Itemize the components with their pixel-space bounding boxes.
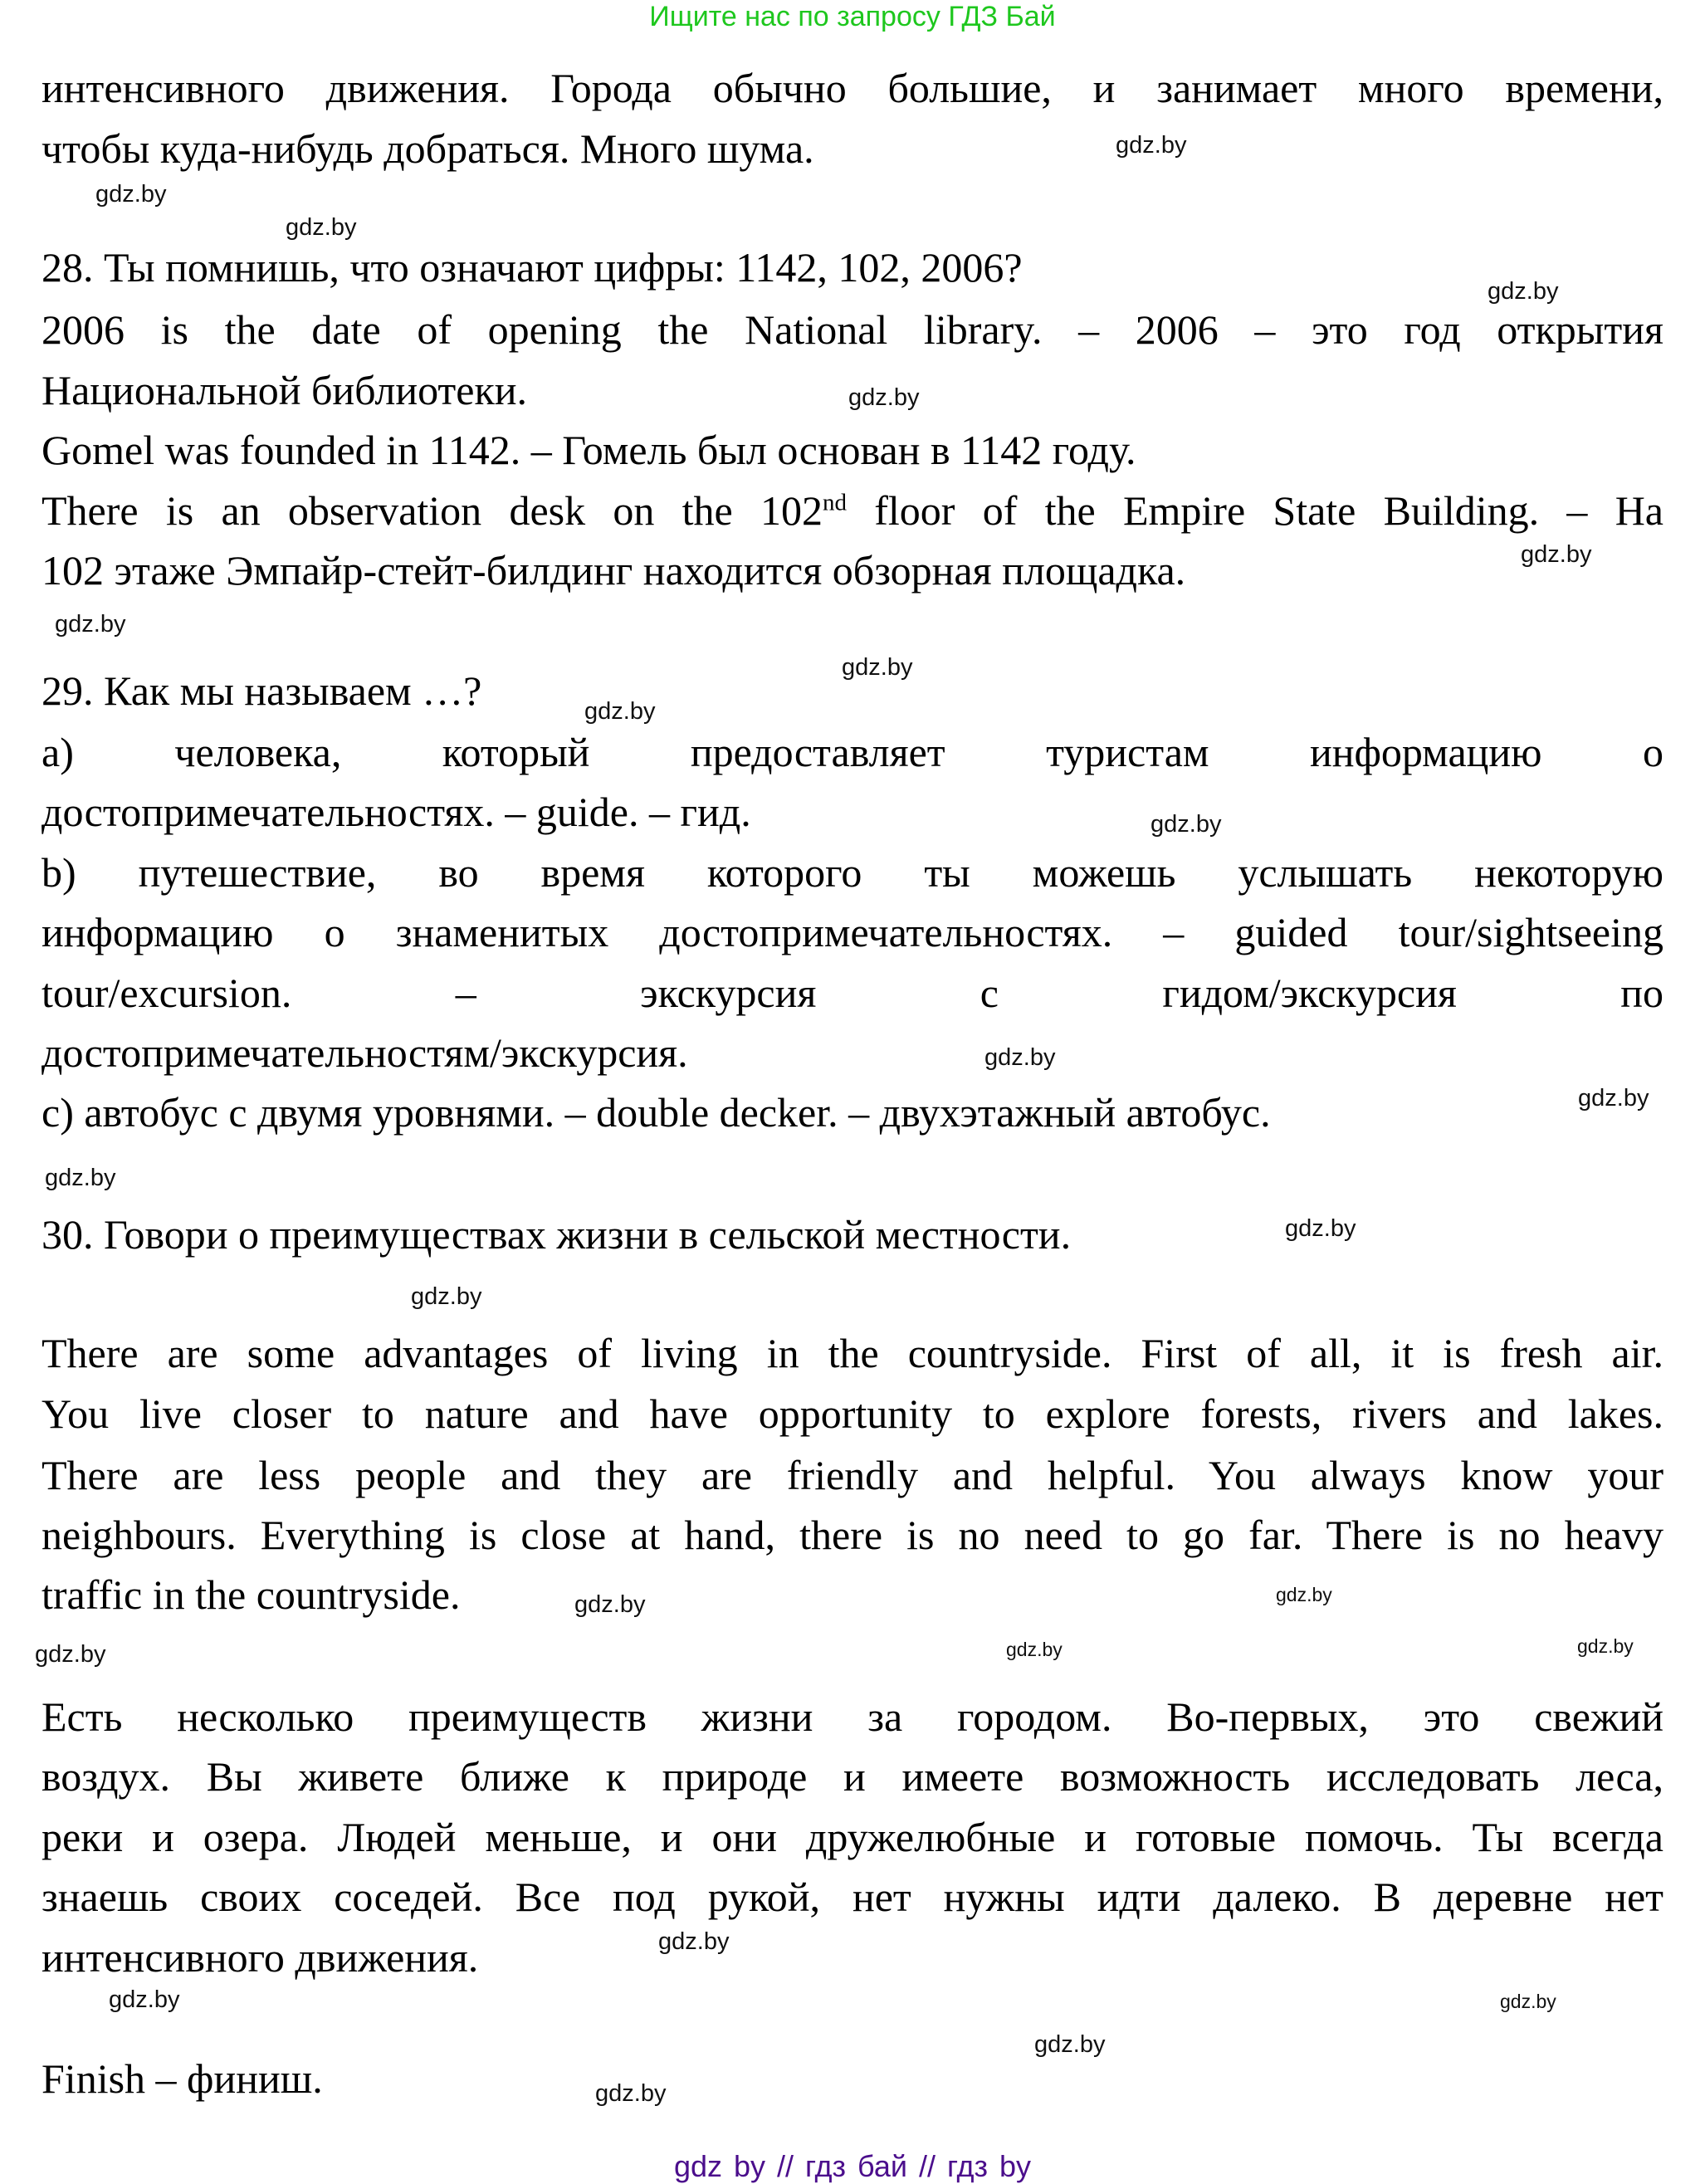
text-line: tour/excursion. – экскурсия с гидом/экскурсия по — [42, 970, 1663, 1016]
text-line: traffic in the countryside. — [42, 1571, 461, 1618]
watermark: gdz.by — [286, 214, 357, 241]
watermark: gdz.by — [1285, 1215, 1356, 1242]
ordinal-suffix: nd — [822, 489, 847, 516]
text-line: You live closer to nature and have opportunity to explore forests, rivers and lakes. — [42, 1390, 1663, 1437]
watermark: gdz.by — [411, 1283, 482, 1310]
text-line: There are less people and they are friendly and helpful. You always know your — [42, 1452, 1663, 1498]
text-segment: floor of the Empire State Building. – На — [846, 487, 1663, 534]
text-line: Finish – финиш. — [42, 2055, 323, 2102]
text-line: достопримечательностях. – guide. – гид. — [42, 789, 751, 835]
watermark: gdz.by — [1578, 1085, 1649, 1112]
text-line: Есть несколько преимуществ жизни за городом. Во-первых, это свежий — [42, 1693, 1663, 1740]
text-line: интенсивного движения. — [42, 1934, 479, 1981]
watermark: gdz.by — [55, 611, 126, 638]
search-banner: Ищите нас по запросу ГДЗ Бай — [649, 1, 1056, 32]
watermark: gdz.by — [95, 181, 167, 208]
text-line: neighbours. Everything is close at hand, there is no need to go far. There is no heavy — [42, 1512, 1663, 1558]
text-line: Gomel was founded in 1142. – Гомель был основан в 1142 году. — [42, 427, 1136, 473]
text-line: 29. Как мы называем …? — [42, 667, 482, 714]
watermark: gdz.by — [658, 1928, 730, 1955]
watermark: gdz.by — [1500, 1991, 1556, 2012]
text-line: чтобы куда-нибудь добраться. Много шума. — [42, 125, 814, 172]
text-line: b) путешествие, во время которого ты можешь услышать некоторую — [42, 849, 1663, 896]
text-line: a) человека, который предоставляет туристам информацию о — [42, 729, 1663, 775]
watermark: gdz.by — [45, 1165, 116, 1191]
watermark: gdz.by — [1034, 2031, 1106, 2058]
watermark: gdz.by — [1488, 278, 1559, 305]
watermark: gdz.by — [595, 2080, 667, 2107]
text-line: There are some advantages of living in the countryside. First of all, it is fresh air. — [42, 1330, 1663, 1376]
watermark: gdz.by — [1577, 1635, 1634, 1657]
text-line: 102 этаже Эмпайр-стейт-билдинг находится обзорная площадка. — [42, 547, 1186, 594]
watermark: gdz.by — [1521, 541, 1592, 568]
footer-banner: gdz by // гдз бай // гдз by — [673, 2149, 1032, 2183]
text-line: реки и озера. Людей меньше, и они дружелюбные и готовые помочь. Ты всегда — [42, 1814, 1663, 1860]
text-line: знаешь своих соседей. Все под рукой, нет нужны идти далеко. В деревне нет — [42, 1874, 1663, 1920]
text-line: информацию о знаменитых достопримечательностях. – guided tour/sightseeing — [42, 909, 1663, 955]
text-line — [42, 489, 1663, 532]
watermark: gdz.by — [1006, 1639, 1063, 1660]
watermark: gdz.by — [1276, 1584, 1332, 1605]
text-line: 28. Ты помнишь, что означают цифры: 1142, 102, 2006? — [42, 244, 1023, 291]
text-line: 2006 is the date of opening the National library. – 2006 – это год открытия — [42, 306, 1663, 353]
watermark: gdz.by — [842, 654, 913, 681]
watermark: gdz.by — [848, 384, 920, 411]
text-segment: There is an observation desk on the 102 — [42, 487, 823, 534]
watermark: gdz.by — [584, 698, 656, 725]
watermark: gdz.by — [574, 1591, 646, 1618]
watermark: gdz.by — [1116, 132, 1187, 159]
text-line: интенсивного движения. Города обычно большие, и занимает много времени, — [42, 65, 1663, 111]
watermark: gdz.by — [109, 1986, 180, 2013]
text-line: Национальной библиотеки. — [42, 367, 528, 413]
watermark: gdz.by — [35, 1641, 106, 1668]
text-line: 30. Говори о преимуществах жизни в сельской местности. — [42, 1211, 1072, 1258]
text-line: достопримечательностям/экскурсия. — [42, 1029, 688, 1076]
text-line: c) автобус с двумя уровнями. – double decker. – двухэтажный автобус. — [42, 1089, 1271, 1136]
watermark: gdz.by — [1151, 811, 1222, 838]
text-line: воздух. Вы живете ближе к природе и имеете возможность исследовать леса, — [42, 1753, 1663, 1800]
watermark: gdz.by — [984, 1044, 1056, 1071]
